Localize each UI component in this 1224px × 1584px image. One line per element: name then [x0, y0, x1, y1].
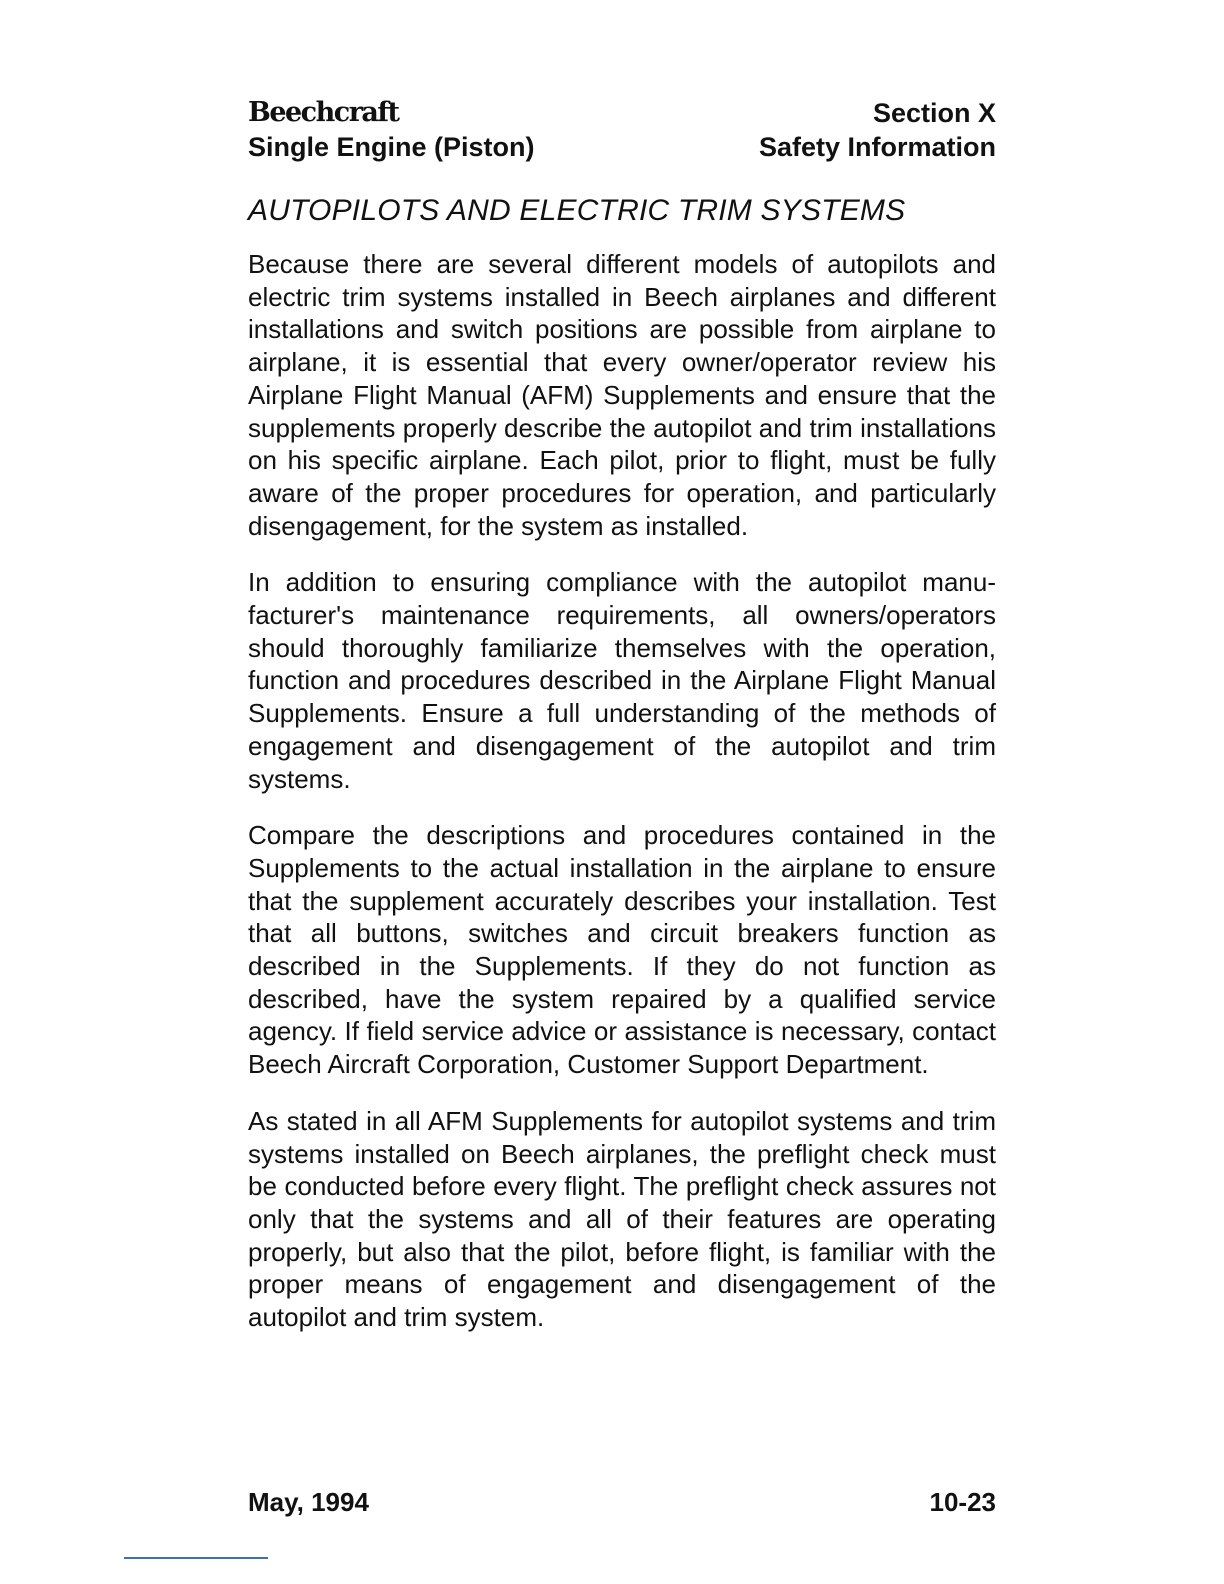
paragraph: As stated in all AFM Supplements for autopilot systems and trim systems installed on Beech airplanes, the preflight check must be conducted before every flight. The preflight check assures not only that the systems and all of their features are operating properly, but also that the pilot, before flight, is familiar with the proper means of engagement and disengagement of the autopilot and trim system. [248, 1105, 996, 1333]
section-number: Section X [872, 98, 996, 128]
brand-logo: Beechcraft [248, 97, 399, 128]
paragraph: Because there are several different models of autopilots and electric trim systems installed in Beech airplanes and different installations and switch positions are possible from airplane to airplane, it is essential that every owner/operator review his Airplane Flight Manual (AFM) Supplements and ensure that the supplements properly describe the autopilot and trim installations on his specific airplane. Each pilot, prior to flight, must be fully aware of the proper procedures for operation, and particularly disengagement, for the system as installed. [248, 249, 996, 541]
aircraft-model: Single Engine (Piston) [248, 132, 535, 162]
paragraph: In addition to ensuring compliance with the autopilot manufacturer's maintenance requirements, all owners/operators should thoroughly familiarize themselves with the operation, function and procedures described in the Airplane Flight Manual Supplements. Ensure a full understanding of the methods of engagement and disengagement of the autopilot and trim systems. [248, 567, 996, 794]
section-heading: AUTOPILOTS AND ELECTRIC TRIM SYSTEMS [248, 194, 906, 227]
footer-date: May, 1994 [248, 1487, 369, 1517]
header-right [759, 96, 996, 164]
scan-artifact-line [124, 1557, 268, 1559]
footer-page-number: 10-23 [929, 1487, 996, 1517]
paragraph: Compare the descriptions and procedures contained in the Supplements to the actual installation in the airplane to ensure that the supplement accurately describes your installation. Test that all buttons, switches and circuit breakers function as described in the Supplements. If they do not function as described, have the system repaired by a qualified service agency. If field service advice or assistance is necessary, contact Beech Aircraft Corporation, Customer Support Department. [248, 820, 996, 1080]
body-text [248, 248, 996, 1334]
page-footer [248, 1486, 996, 1518]
header-left [248, 96, 535, 164]
page-header [248, 96, 996, 176]
document-page [248, 96, 996, 1536]
section-name: Safety Information [758, 132, 996, 162]
